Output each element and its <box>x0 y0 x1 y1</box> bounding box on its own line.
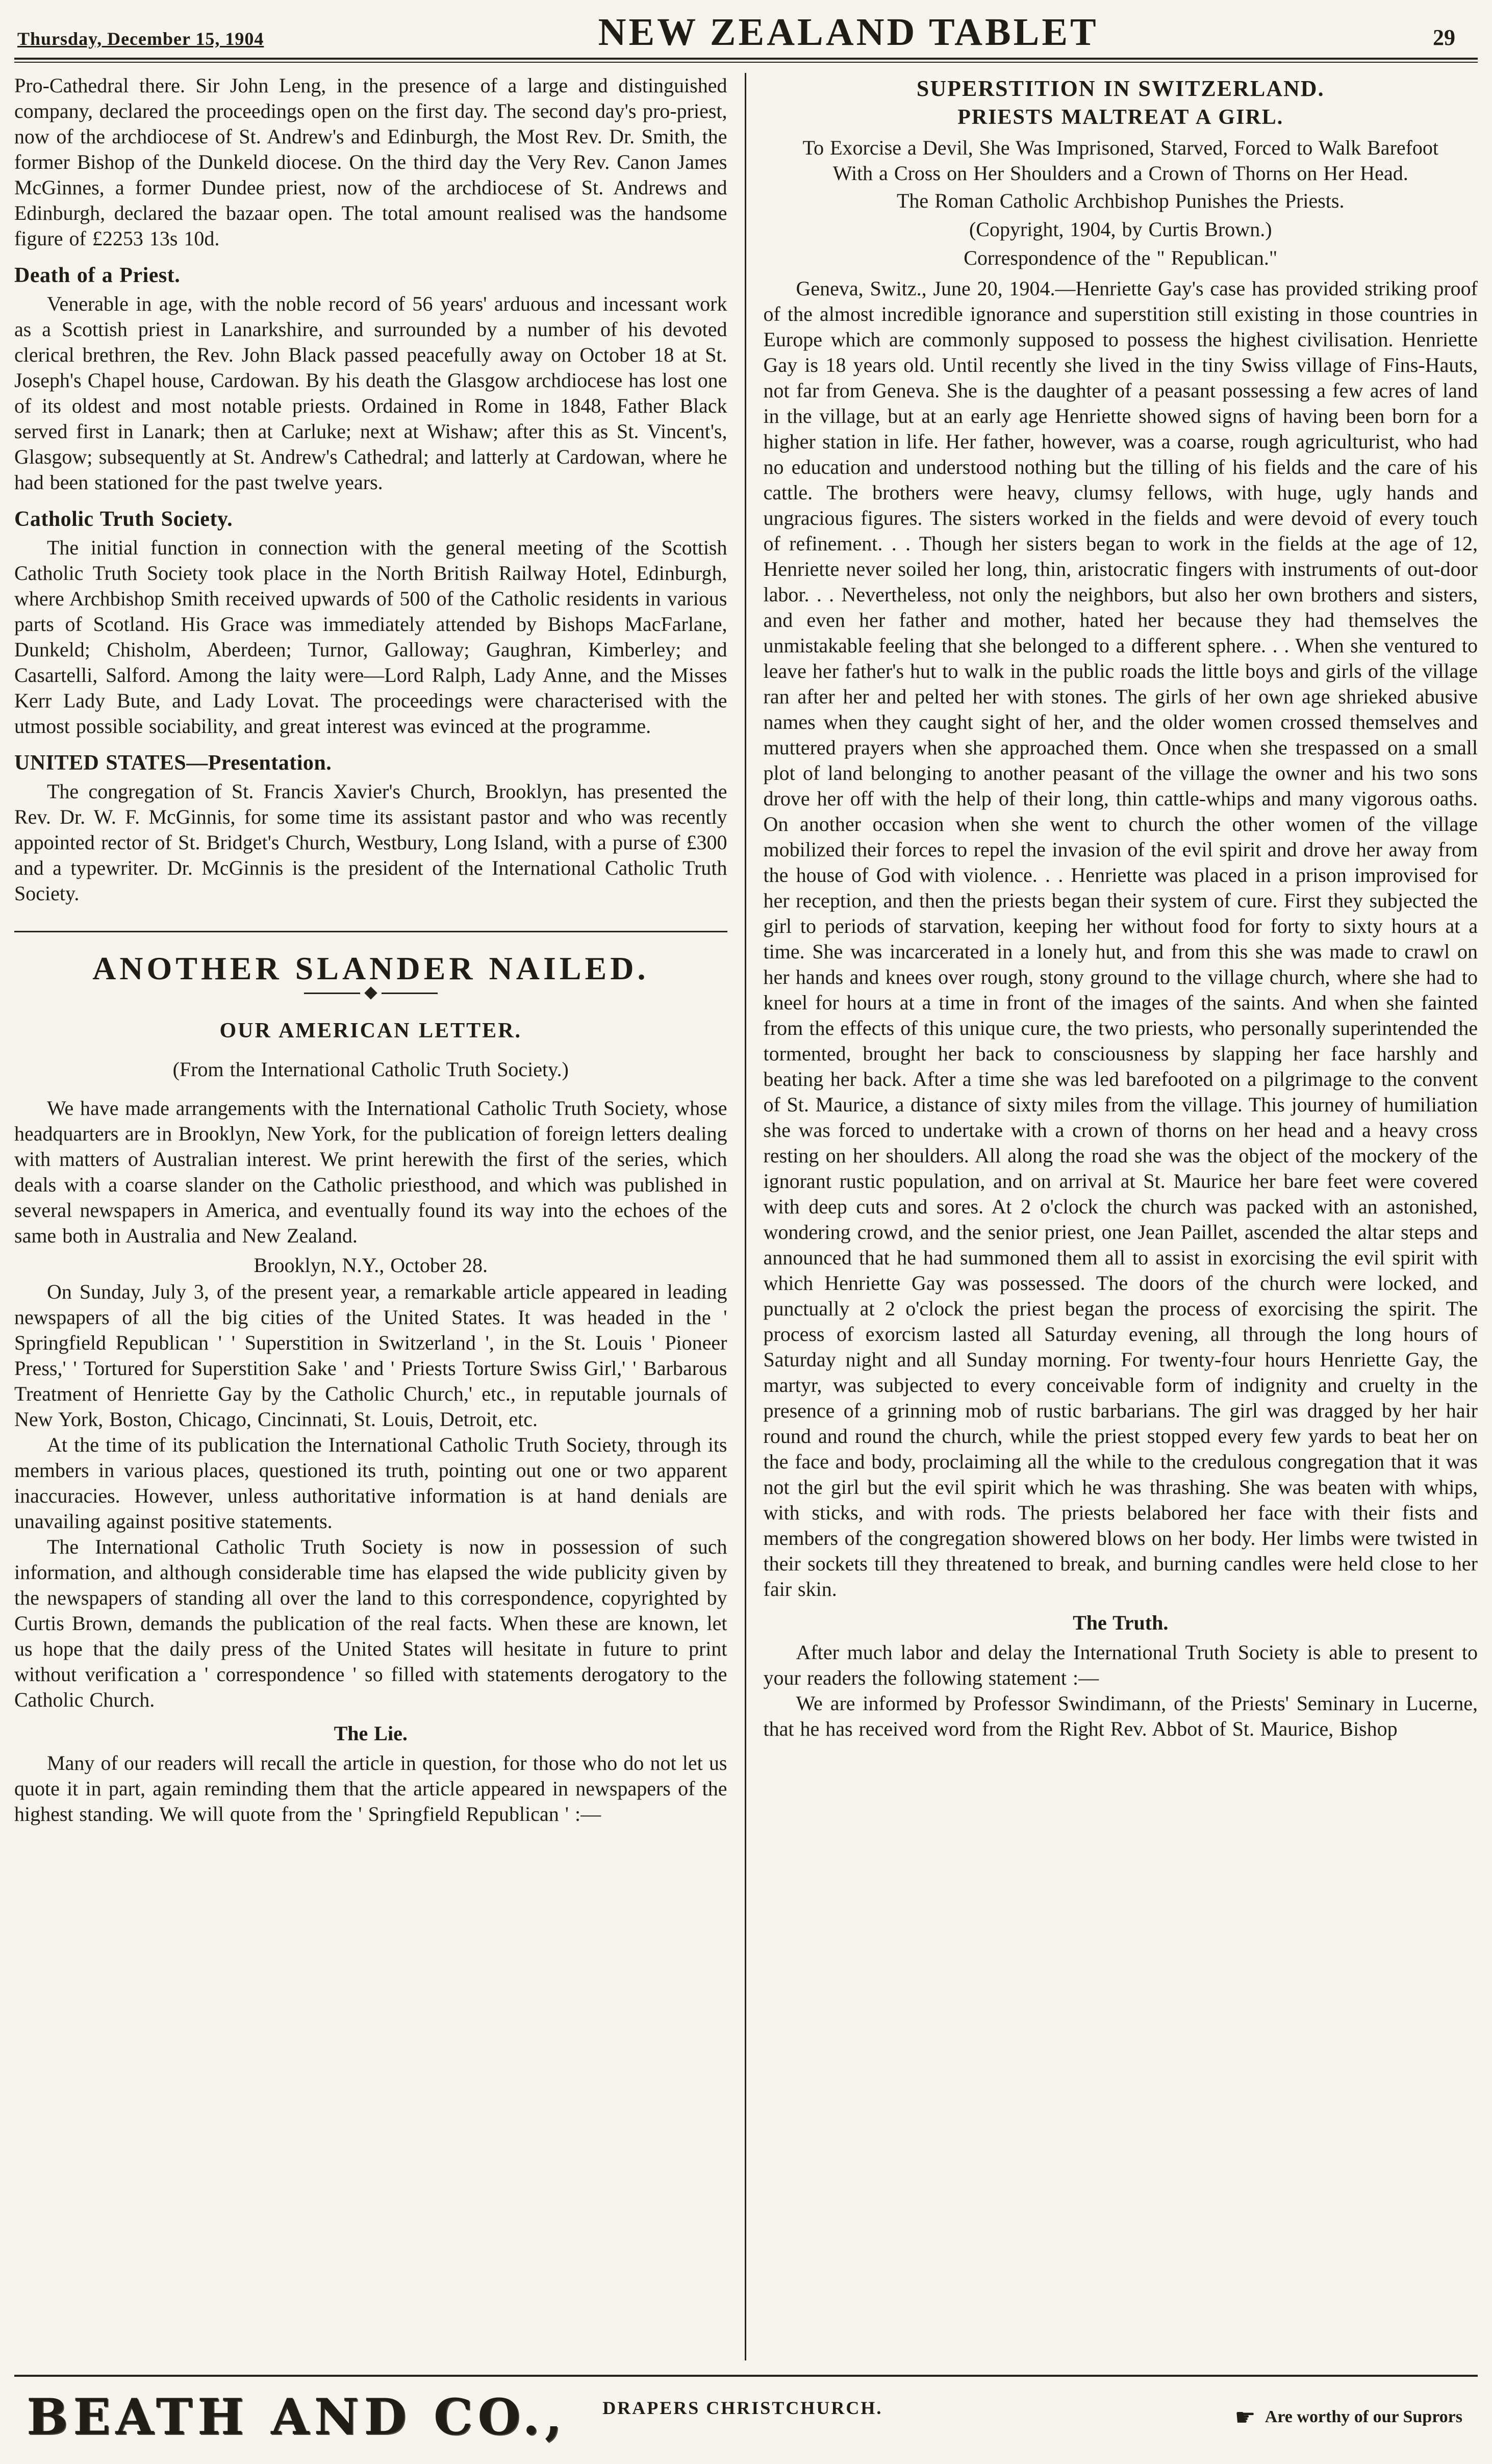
header-rule <box>14 58 1478 63</box>
heading-the-lie: The Lie. <box>334 1722 408 1745</box>
slander-intro-paragraph: We have made arrangements with the International Catholic Truth Society, whose headquarters are in Brooklyn, New York, for the publication of foreign letters dealing with matters of Australian interest. We print herewith the first of the series, which deals with a coarse slander on the Catholic priesthood, and which was published in several newspapers in America, and eventually found its way into the echoes of the same both in Australia and New Zealand. <box>14 1097 727 1247</box>
attribution-line: (From the International Catholic Truth Society.) <box>172 1058 569 1081</box>
deck-line-2: The Roman Catholic Archbishop Punishes the Priests. <box>897 189 1345 212</box>
advertiser-tagline: Are worthy of our Suprors <box>1265 2407 1462 2426</box>
the-truth-paragraph: After much labor and delay the International Truth Society is able to present to your readers the following statement :— <box>763 1641 1478 1689</box>
paper-title: NEW ZEALAND TABLET <box>598 11 1099 54</box>
page-number: 29 <box>1433 25 1455 50</box>
heading-catholic-truth-society: Catholic Truth Society. <box>14 507 233 531</box>
slander-paragraph: On Sunday, July 3, of the present year, a remarkable article appeared in leading newspapers of all the big cities of the United States. It was headed in the ' Springfield Republican ' ' Superstition in Switzerland ', in the St. Louis ' Pioneer Press,' ' Tortured for Superstition Sake ' and ' Priests Torture Swiss Girl,' ' Barbarous Treatment of Henriette Gay by the Catholic Church,' etc., in reputable journals of New York, Boston, Chicago, Cincinnati, St. Louis, Detroit, etc. <box>14 1280 727 1431</box>
page-header <box>14 8 1478 63</box>
deck-line: To Exorcise a Devil, She Was Imprisoned, Starved, Forced to Walk Barefoot With a Cross on Her Shoulders and a Crown of Thorns on Her Head. <box>802 136 1439 185</box>
left-column <box>14 73 746 2360</box>
advertiser-tagline-group <box>1235 2405 1473 2429</box>
heading-priests-maltreat-a-girl: PRIESTS MALTREAT A GIRL. <box>957 106 1284 129</box>
united-states-body: The congregation of St. Francis Xavier's Church, Brooklyn, has presented the Rev. Dr. W. F. McGinnis, for some time its assistant pastor and who was recently appointed rector of St. Bridget's Church, Westbury, Long Island, with a purse of £300 and a typewriter. Dr. McGinnis is the president of the International Catholic Truth Society. <box>14 780 727 905</box>
issue-date: Thursday, December 15, 1904 <box>17 29 264 49</box>
the-lie-paragraph: Many of our readers will recall the article in question, for those who do not let us quote it in part, again reminding them that the article appeared in newspapers of the highest standing. We will quote from the ' Springfield Republican ' :— <box>14 1751 727 1825</box>
the-truth-paragraph: We are informed by Professor Swindimann, of the Priests' Seminary in Lucerne, that he has received word from the Right Rev. Abbot of St. Maurice, Bishop <box>763 1692 1478 1740</box>
heading-death-of-a-priest: Death of a Priest. <box>14 264 181 287</box>
advertiser-descriptor: DRAPERS CHRISTCHURCH. <box>602 2398 883 2418</box>
heading-our-american-letter: OUR AMERICAN LETTER. <box>219 1019 522 1043</box>
ornament-line-right <box>382 993 438 994</box>
catholic-truth-society-body: The initial function in connection with the general meeting of the Scottish Catholic Truth Society took place in the North British Railway Hotel, Edinburgh, where Archbishop Smith received upwards of 500 of the Catholic residents in various parts of Scotland. His Grace was immediately attended by Bishops MacFarlane, Dunkeld; Chisholm, Aberdeen; Turnor, Galloway; Gaughran, Kimberley; and Casartelli, Salford. Among the laity were—Lord Ralph, Lady Anne, and the Misses Kerr Lady Bute, and Lady Lovat. The proceedings were characterised with the utmost possible sociability, and great interest was evinced at the programme. <box>14 536 727 738</box>
superstition-body: Geneva, Switz., June 20, 1904.—Henriette Gay's case has provided striking proof of the almost incredible ignorance and superstition still existing in those countries in Europe which are commonly supposed to possess the highest civilisation. Henriette Gay is 18 years old. Until recently she lived in the tiny Swiss village of Fins-Hauts, not far from Geneva. She is the daughter of a peasant possessing a few acres of land in the village, but at an early age Henriette showed signs of having been born for a higher station in life. Her father, however, was a coarse, rough agriculturist, who had no education and understood nothing but the tilling of his fields and the care of his cattle. The brothers were heavy, clumsy fellows, with huge, ugly hands and ungracious figures. The sisters worked in the fields and were devoid of every touch of refinement. . . Though her sisters began to work in the fields at the age of 12, Henriette never soiled her long, thin, aristocratic fingers with instruments of out-door labor. . . Nevertheless, not only the neighbors, but also her own brothers and sisters, and even her father and mother, hated her because they had themselves the unmistakable feeling that she belonged to a different sphere. . . When she ventured to leave her father's hut to walk in the public roads the little boys and girls of the village ran after her and pelted her with stones. The girls of her own age shrieked abusive names when they caught sight of her, and the older women crossed themselves and muttered prayers when she approached them. Once when she trespassed on a small plot of land belonging to another peasant of the village the owner and his two sons drove her off with the help of their long, thin cattle-whips and many vigorous oaths. On another occasion when she went to church the other women of the village mobilized their forces to repel the invasion of the evil spirit and drove her away from the house of God with violence. . . Henriette was placed in a prison improvised for her reception, and then the priests began their system of cure. First they subjected the girl to periods of starvation, keeping her without food for forty to sixty hours at a time. She was incarcerated in a lonely hut, and from this she was made to crawl on her hands and knees over rough, stony ground to the village church, where she had to kneel for hours at a time in front of the images of the saints. And when she fainted from the effects of this unique cure, the two priests, who personally superintended the tormented, brought her back to consciousness by slapping her face harshly and beating her back. After a time she was led barefooted on a pilgrimage to the convent of St. Maurice, a distance of sixty miles from the village. This journey of humiliation she was forced to undertake with a crown of thorns on her head and a heavy cross resting on her shoulders. All along the road she was the object of the mockery of the ignorant rustic population, and on arrival at St. Maurice her bare feet were covered with deep cuts and sores. At 2 o'clock the church was packed with an astonished, wondering crowd, and the senior priest, one Jean Paillet, ascended the altar steps and announced that he had summoned them all to assist in exorcising the evil spirit with which Henriette Gay was possessed. The doors of the church were locked, and punctually at 2 o'clock the priest began the process of exorcising the spirit. The process of exorcism lasted all Saturday evening, all through the long hours of Saturday night and all Sunday morning. For twenty-four hours Henriette Gay, the martyr, was subjected to every conceivable form of indignity and cruelty in the presence of a grinning mob of rustic barbarians. The girl was dragged by her hair round and round the church, while the priest stopped every few yards to beat her on the face and body, proclaiming all the while to the credulous congregation that it was not the girl but the evil spirit which he was thrashing. She was beaten with whips, with sticks, and with rods. The priests belabored her face with their fists and members of the congregation showered blows on her body. Her limbs were twisted in their sockets till they threatened to break, and burning candles were held close to her fair skin. <box>763 277 1478 1601</box>
continuation-paragraph: Pro-Cathedral there. Sir John Leng, in the presence of a large and distinguished company, declared the proceedings open on the first day. The second day's pro-priest, now of the archdiocese of St. Andrew's and Edinburgh, the Most Rev. Dr. Smith, the former Bishop of the Dunkeld diocese. On the third day the Very Rev. Canon James McGinnes, a former Dundee priest, now of the archdiocese of St. Andrews and Edinburgh, declared the bazaar open. The total amount realised was the handsome figure of £2253 13s 10d. <box>14 74 727 250</box>
ornament-divider <box>14 988 727 998</box>
slander-paragraph: At the time of its publication the International Catholic Truth Society, through its members in various places, questioned its truth, pointing out one or two apparent inaccuracies. However, unless authoritative information is at hand denials are unavailing against positive statements. <box>14 1433 727 1533</box>
death-of-a-priest-body: Venerable in age, with the noble record of 56 years' arduous and incessant work as a Scottish priest in Lanarkshire, and surrounded by a number of his devoted clerical brethren, the Rev. John Black passed peacefully away on October 18 at St. Joseph's Chapel house, Cardowan. By his death the Glasgow archdiocese has lost one of its oldest and most notable priests. Ordained in Rome in 1848, Father Black served first in Lanark; then at Carluke; next at Wishaw; after this as St. Vincent's, Glasgow; subsequently at St. Andrew's Cathedral; and latterly at Cardowan, where he had been stationed for the past twelve years. <box>14 292 727 494</box>
slander-paragraph: The International Catholic Truth Society is now in possession of such information, and although considerable time has elapsed the wide publicity given by the newspapers of standing all over the land to this correspondence, copyrighted by Curtis Brown, demands the publication of the real facts. When these are known, let us hope that the daily press of the United States will hesitate in future to print without verification a ' correspondence ' so filled with statements derogatory to the Catholic Church. <box>14 1535 727 1711</box>
copyright-line: (Copyright, 1904, by Curtis Brown.) <box>969 218 1272 241</box>
heading-another-slander-nailed: ANOTHER SLANDER NAILED. <box>92 950 649 986</box>
slander-section-rule <box>14 931 727 932</box>
masthead-row <box>14 8 1478 56</box>
pointing-hand-icon: ☛ <box>1234 2403 1256 2431</box>
column-layout <box>14 73 1478 2360</box>
correspondence-line: Correspondence of the " Republican." <box>964 246 1278 269</box>
heading-the-truth: The Truth. <box>1073 1611 1169 1634</box>
footer-advertisement <box>14 2375 1478 2449</box>
dateline: Brooklyn, N.Y., October 28. <box>254 1254 488 1277</box>
ornament-line-left <box>304 993 360 994</box>
diamond-icon <box>364 986 377 999</box>
advertiser-name: BEATH AND CO., <box>27 2388 567 2446</box>
heading-superstition-in-switzerland: SUPERSTITION IN SWITZERLAND. <box>916 76 1325 101</box>
right-column <box>746 73 1478 2360</box>
heading-united-states-presentation: UNITED STATES—Presentation. <box>14 751 332 775</box>
